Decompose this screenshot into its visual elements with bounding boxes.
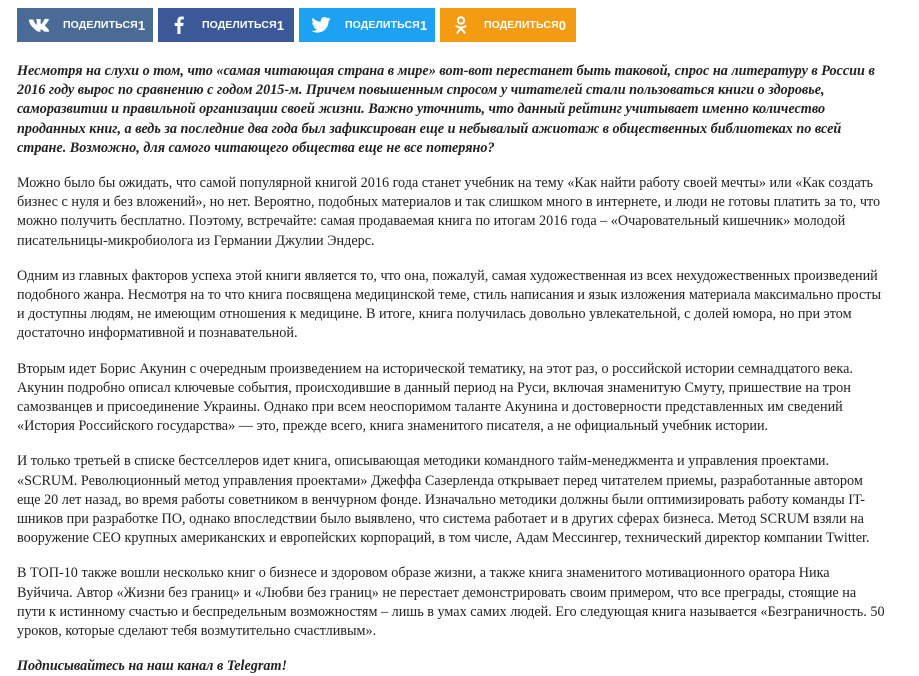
share-button-odnoklassniki[interactable] [440,8,576,42]
article-paragraph: И только третьей в списке бестселлеров идет книга, описывающая методики командного тайм-менеджмента и управления проектами. «SCRUM. Революционный метод управления проектами» Джеффа Сазерленда открывает перед читателем приемы, разработанные автором еще 20 лет назад, во время работы советником в венчурном фонде. Изначально методики должны были оптимизировать работу команды IT-шников при разработке ПО, однако впоследствии было выявлено, что система работает и в других сферах бизнеса. Метод SCRUM взяли на вооружение CEO крупных американских и европейских корпораций, в том числе, Адам Мессингер, технический директор компании Twitter. [17,453,870,547]
share-count: 0 [558,17,566,33]
article-paragraph: Вторым идет Борис Акунин с очередным произведением на исторической тематику, на этот раз, о российской истории семнадцатого века. Акунин подробно описал ключевые события, происходившие в данный период на Руси, включая знаменитую Смуту, пришествие на трон самозванцев и присоединение Украины. Однако при всем неоспоримом таланте Акунина и достоверности представленных им сведений «История Российского государства» — это, прежде всего, книга знаменитого писателя, а не официальный учебник истории. [17,360,853,435]
share-button-vk[interactable] [17,8,153,42]
article-paragraph: Можно было бы ожидать, что самой популярной книгой 2016 года станет учебник на тему «Как найти работу своей мечты» или «Как создать бизнес с нуля и без вложений», но нет. Вероятно, подобных материалов и так слишком много в интернете, и люди не готовы платить за то, что можно получить бесплатно. Поэтому, встречайте: самая продаваемая книга по итогам 2016 года – «Очаровательный кишечник» молодой писательницы-микробиолога из Германии Джулии Эндерс. [17,175,881,249]
article-body [17,62,887,676]
article-paragraph: Одним из главных факторов успеха этой книги является то, что она, пожалуй, самая художественная из всех нехудожественных произведений подобного жанра. Несмотря на то что книга посвящена медицинской теме, стиль написания и язык изложения материала максимально просты и доступны людям, не имеющим отношения к медицине. В итоге, книга получилась довольно увлекательной, с долей юмора, но при этом достаточно информативной и познавательной. [17,267,882,342]
share-label: ПОДЕЛИТЬСЯ [483,19,559,31]
share-button-twitter[interactable] [299,8,435,42]
share-button-facebook[interactable] [158,8,294,42]
share-bar [17,8,576,42]
share-label: ПОДЕЛИТЬСЯ [345,19,420,31]
article-paragraph: В ТОП-10 также вошли несколько книг о бизнесе и здоровом образе жизни, а также книга знаменитого мотивационного оратора Ника Вуйчича. Автор «Жизни без границ» и «Любви без границ» не перестает демонстрировать своим примером, что все преграды, стоящие на пути к истинному счастью и беспредельным возможностям – лишь в умах самих людей. Его следующая книга называется «Безграничность. 50 уроков, которые сделают тебя возмутительно счастливым». [17,565,885,640]
twitter-icon [311,14,331,36]
share-count: 1 [276,17,284,33]
share-label: ПОДЕЛИТЬСЯ [201,19,277,31]
facebook-icon [170,14,188,36]
share-count: 1 [419,17,428,33]
odnoklassniki-icon [452,14,470,36]
share-label: ПОДЕЛИТЬСЯ [63,19,138,31]
vk-icon [29,14,49,36]
share-count: 1 [137,17,146,33]
article-lead: Несмотря на слухи о том, что «самая читающая страна в мире» вот-вот перестанет быть таковой, спрос на литературу в России в 2016 году вырос по сравнению с годом 2015-м. Причем повышенным спросом у читателей стали пользоваться книги о здоровье, саморазвитии и правильной организации своей жизни. Важно уточнить, что данный рейтинг учитывает именно количество проданных книг, а ведь за последние два года был зафиксирован еще и небывалый ажиотаж в общественных библиотеках по всей стране. Возможно, для самого читающего общества еще не все потеряно? [17,63,875,156]
telegram-subscribe-call: Подписывайтесь на наш канал в Telegram! [17,658,288,675]
